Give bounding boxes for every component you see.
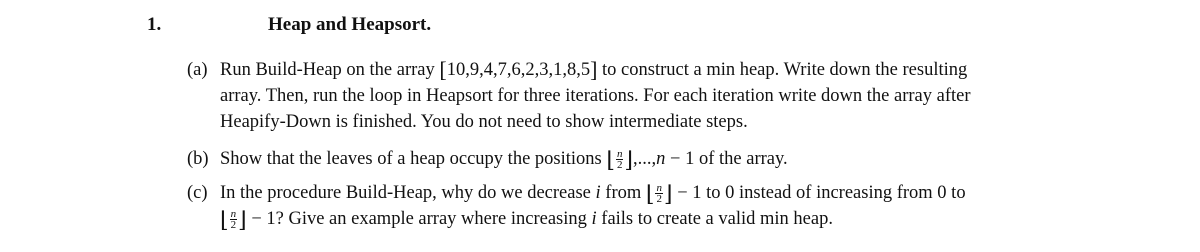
problem-title: Heap and Heapsort. [268, 14, 432, 35]
part-c-line-2-tail: fails to create a valid min heap. [596, 209, 833, 229]
fraction-n-over-2: $\frac{n}{2}$ [656, 182, 662, 206]
floor-right: ⌋ [624, 147, 634, 172]
i-variable: i [591, 209, 597, 229]
n-variable: n [656, 149, 666, 169]
floor-right: ⌋ [663, 181, 673, 206]
part-a-text-post: to construct a min heap. Write down the resulting [597, 60, 968, 80]
part-b-text-pre: Show that the leaves of a heap occupy the positions [220, 149, 607, 169]
part-c-line-2-text: − 1? Give an example array where increasing [246, 209, 592, 229]
part-a-label: (a) [187, 60, 208, 80]
part-b-range-end: − 1 of the array. [665, 149, 788, 169]
part-c-body [220, 180, 1110, 232]
part-a-text-pre: Run Build-Heap on the array [220, 60, 440, 80]
floor-left: ⌊ [606, 147, 615, 172]
floor-right: ⌋ [238, 207, 247, 232]
part-a-line-1 [220, 57, 1110, 83]
part-b-label: (b) [187, 149, 209, 169]
part-b-body [220, 146, 1110, 172]
part-a-body [220, 57, 1110, 135]
problem-number: 1. [147, 14, 162, 35]
floor-left: ⌊ [220, 207, 229, 232]
part-b-range-mid: ,..., [633, 149, 657, 169]
part-c-line-2 [220, 206, 1110, 232]
part-a-line-3: Heapify-Down is finished. You do not need to show intermediate steps. [220, 112, 748, 132]
floor-left: ⌊ [645, 181, 655, 206]
part-b-line-1 [220, 146, 1110, 172]
fraction-n-over-2: $\frac{n}{2}$ [616, 148, 623, 172]
part-c-text-from: from [600, 183, 646, 203]
part-c-label: (c) [187, 183, 208, 203]
right-bracket: ] [590, 57, 598, 82]
fraction-n-over-2: $\frac{n}{2}$ [230, 208, 237, 232]
part-a-line-2: array. Then, run the loop in Heapsort for three iterations. For each iteration write down the array after [220, 86, 971, 106]
part-c-line-1 [220, 180, 1110, 206]
left-bracket: [ [439, 57, 447, 82]
array-values: 10,9,4,7,6,2,3,1,8,5 [446, 60, 591, 80]
part-c-text-pre: In the procedure Build-Heap, why do we decrease [220, 183, 596, 203]
i-variable: i [595, 183, 601, 203]
part-c-text-post: − 1 to 0 instead of increasing from 0 to [672, 183, 966, 203]
